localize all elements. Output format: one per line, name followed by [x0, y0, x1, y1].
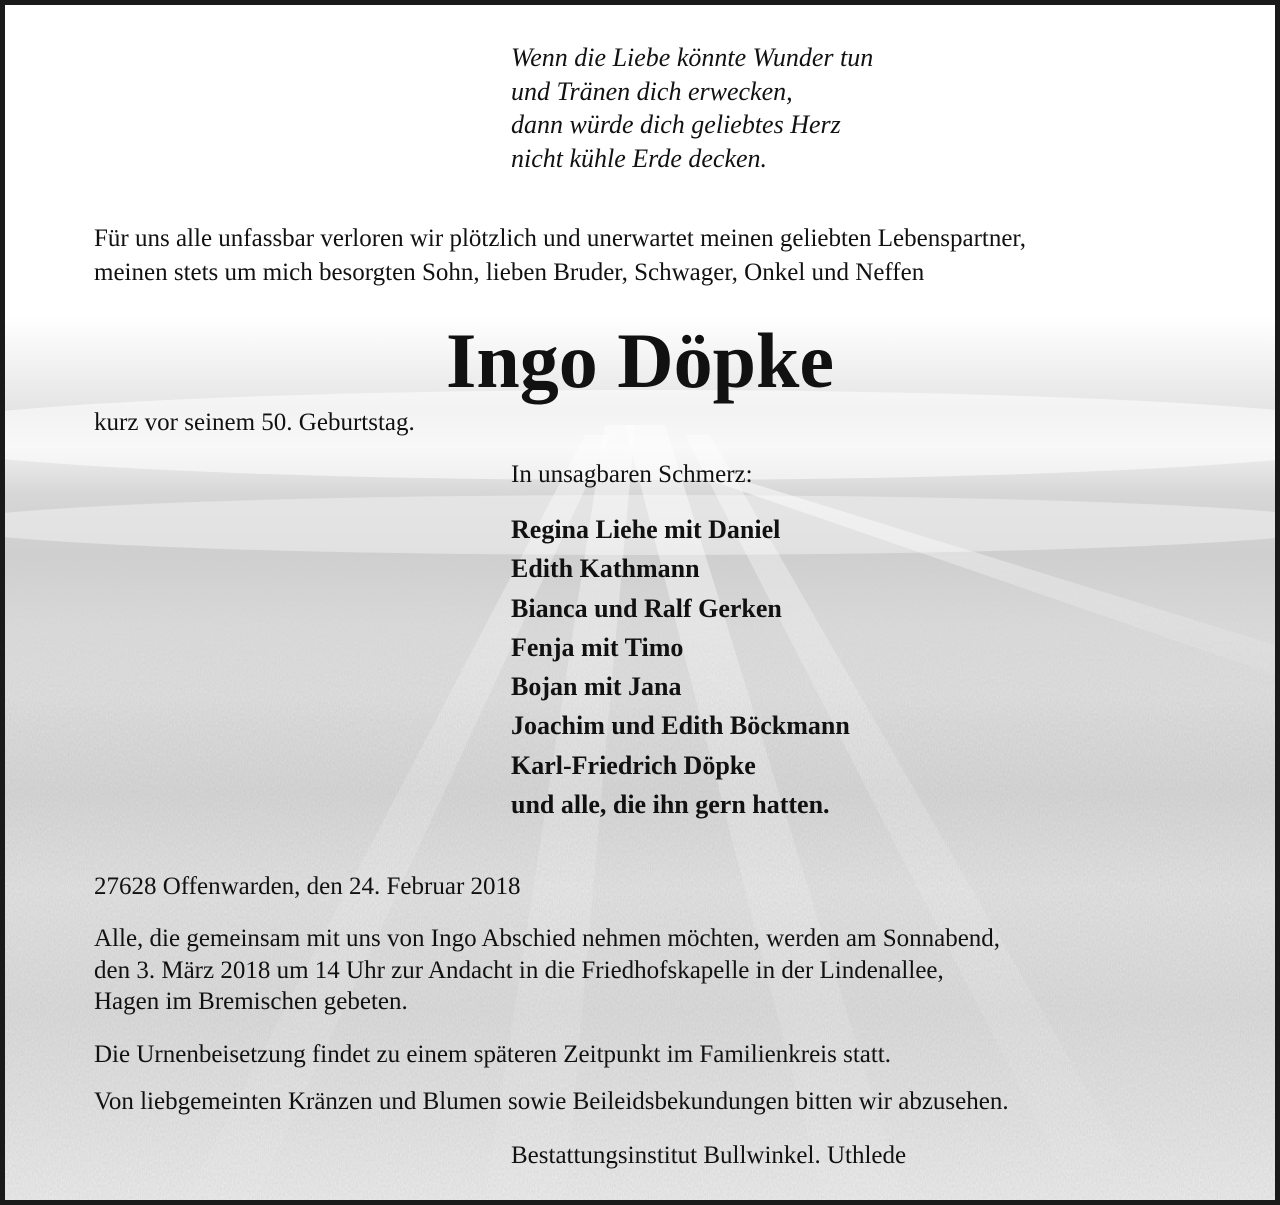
verse-line: und Tränen dich erwecken, [511, 76, 793, 106]
mourner-name: Edith Kathmann [511, 554, 700, 584]
funeral-line: den 3. März 2018 um 14 Uhr zur Andacht in die Friedhofskapelle in der Lindenallee, [94, 956, 944, 984]
mourner-name: Bianca und Ralf Gerken [511, 593, 782, 623]
intro-text [94, 222, 1194, 290]
mourner-name: Karl-Friedrich Döpke [511, 750, 756, 780]
mourner-name: Regina Liehe mit Daniel [511, 515, 781, 544]
flowers-note: Von liebgemeinten Kränzen und Blumen sowie Beileidsbekundungen bitten wir abzusehen. [94, 1088, 1009, 1115]
mourners-list [511, 510, 850, 824]
age-note: kurz vor seinem 50. Geburtstag. [94, 409, 415, 436]
funeral-line: Hagen im Bremischen gebeten. [94, 988, 408, 1015]
verse-line: Wenn die Liebe könnte Wunder tun [511, 43, 874, 72]
mourner-name: Joachim und Edith Böckmann [511, 711, 850, 741]
funeral-details [94, 923, 1192, 1018]
mourners-heading: In unsagbaren Schmerz: [511, 461, 753, 488]
verse-line: nicht kühle Erde decken. [511, 143, 768, 173]
funeral-line: Alle, die gemeinsam mit uns von Ingo Abschied nehmen möchten, werden am Sonnabend, [94, 925, 1001, 952]
intro-line: Für uns alle unfassbar verloren wir plötzlich und unerwartet meinen geliebten Lebenspartner, [94, 225, 1027, 252]
urn-note: Die Urnenbeisetzung findet zu einem späteren Zeitpunkt im Familienkreis statt. [94, 1041, 891, 1068]
place-date: 27628 Offenwarden, den 24. Februar 2018 [94, 873, 521, 900]
verse-line: dann würde dich geliebtes Herz [511, 110, 841, 139]
intro-line: meinen stets um mich besorgten Sohn, lieben Bruder, Schwager, Onkel und Neffen [94, 259, 925, 286]
mourner-name: Bojan mit Jana [511, 672, 682, 702]
verse-poem [511, 41, 873, 175]
undertaker-name: Bestattungsinstitut Bullwinkel. Uthlede [511, 1142, 907, 1169]
mourner-name: und alle, die ihn gern hatten. [511, 790, 830, 820]
mourner-name: Fenja mit Timo [511, 632, 684, 662]
deceased-name: Ingo Döpke [446, 317, 834, 404]
